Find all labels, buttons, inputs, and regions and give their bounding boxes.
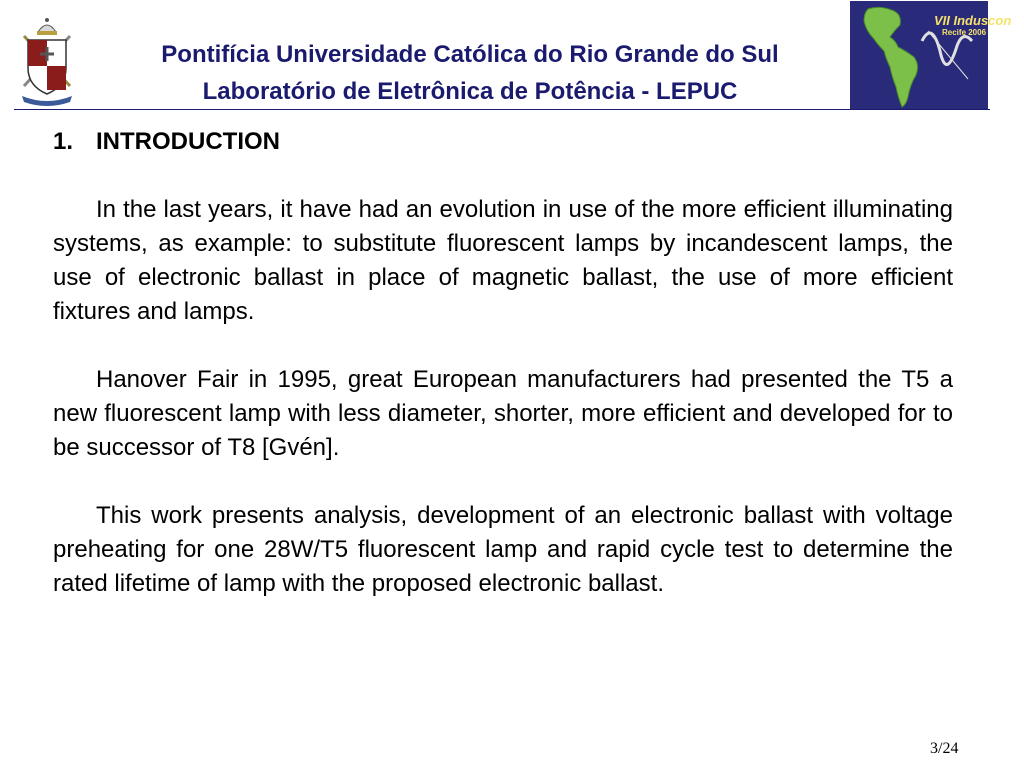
page-number: 3/24 xyxy=(930,740,959,757)
slide-content xyxy=(53,125,953,635)
header-title xyxy=(90,36,850,110)
conference-logo-icon xyxy=(850,1,1012,110)
header-divider xyxy=(14,109,990,110)
paragraph-3: This work presents analysis, development of an electronic ballast with voltage preheating for one 28W/T5 fluorescent lamp and rapid cycle test to determine the rated lifetime of lamp with the proposed electronic ballast. xyxy=(53,502,953,597)
paragraph-1: In the last years, it have had an evolution in use of the more efficient illuminating systems, as example: to substitute fluorescent lamps by incandescent lamps, the use of electronic ballast in place of magnetic ballast, the use of more efficient fixtures and lamps. xyxy=(53,196,953,325)
section-number: 1. xyxy=(53,128,74,155)
section-title: INTRODUCTION xyxy=(96,128,280,155)
section-heading xyxy=(53,125,953,159)
header-title-line2: Laboratório de Eletrônica de Potência - LEPUC xyxy=(202,78,738,105)
header-title-line1: Pontifícia Universidade Católica do Rio Grande do Sul xyxy=(161,41,779,68)
university-crest-icon xyxy=(18,16,76,106)
conference-logo-subtext: Recife 2006 xyxy=(942,28,987,37)
conference-logo-text: VII Induscon xyxy=(934,13,1012,28)
paragraph-2: Hanover Fair in 1995, great European manufacturers had presented the T5 a new fluorescent lamp with less diameter, shorter, more efficient and developed for to be successor of T8 [Gvén]. xyxy=(53,366,953,461)
